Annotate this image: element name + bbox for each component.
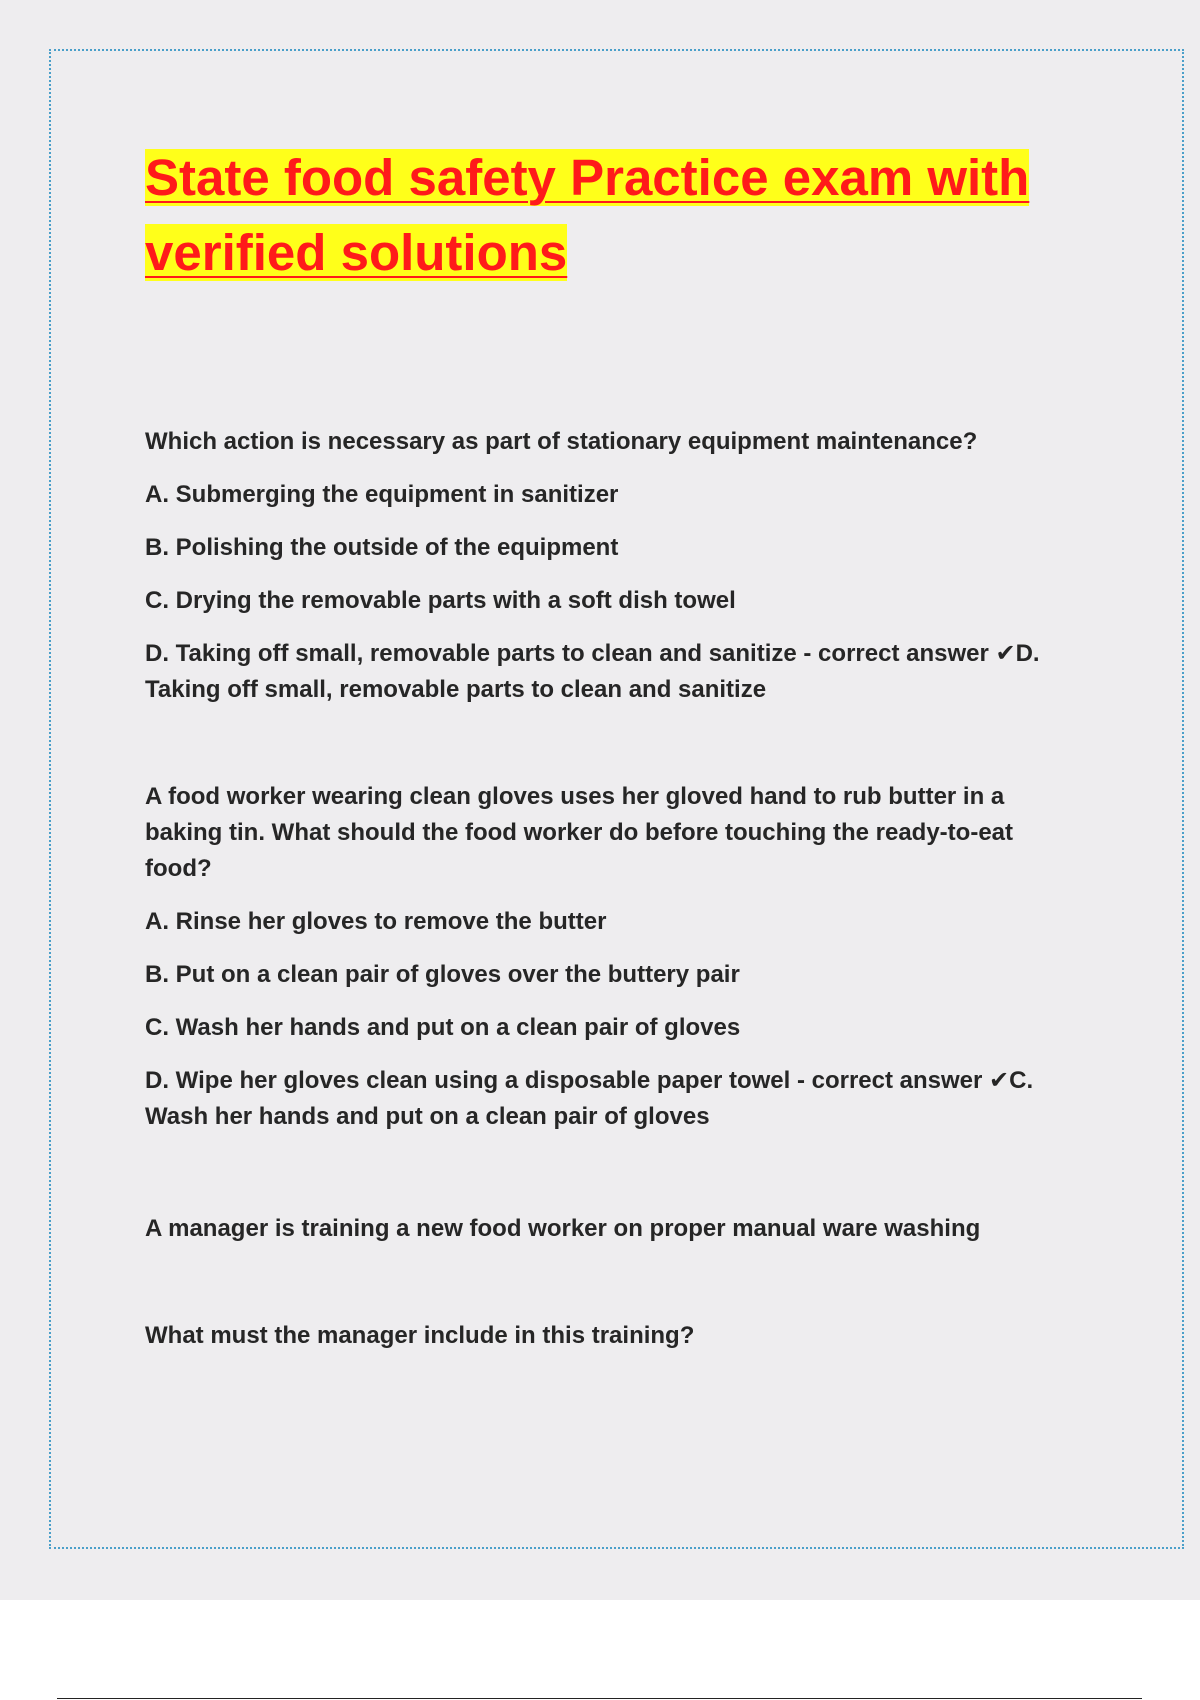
footer-divider bbox=[57, 1698, 1142, 1699]
document-content bbox=[145, 140, 1085, 1349]
answer-option: C. Wash her hands and put on a clean pair of gloves bbox=[145, 1014, 741, 1041]
question-block-4 bbox=[145, 1318, 1085, 1354]
question-block-3 bbox=[145, 1211, 1085, 1247]
question-prompt: A food worker wearing clean gloves uses her gloved hand to rub butter in a baking tin. What should the food worker do before touching the ready-to-eat food? bbox=[145, 783, 1014, 882]
answer-option: A. Submerging the equipment in sanitizer bbox=[145, 481, 619, 508]
answer-option: C. Drying the removable parts with a soft dish towel bbox=[145, 587, 736, 614]
question-block-2 bbox=[145, 779, 1085, 1135]
answer-option-with-correct-answer: D. Wipe her gloves clean using a disposable paper towel - correct answer ✔C. Wash her hands and put on a clean pair of gloves bbox=[145, 1067, 1034, 1130]
document-title bbox=[145, 140, 1085, 290]
answer-option: B. Put on a clean pair of gloves over the buttery pair bbox=[145, 961, 740, 988]
question-prompt: A manager is training a new food worker on proper manual ware washing bbox=[145, 1215, 981, 1242]
answer-option: A. Rinse her gloves to remove the butter bbox=[145, 908, 607, 935]
question-prompt: Which action is necessary as part of stationary equipment maintenance? bbox=[145, 428, 978, 455]
title-text: State food safety Practice exam with verified solutions bbox=[145, 149, 1030, 281]
question-prompt: What must the manager include in this training? bbox=[145, 1322, 695, 1349]
answer-option-with-correct-answer: D. Taking off small, removable parts to clean and sanitize - correct answer ✔D. Taking off small, removable parts to clean and sanitize bbox=[145, 640, 1040, 703]
answer-option: B. Polishing the outside of the equipment bbox=[145, 534, 619, 561]
question-block-1 bbox=[145, 424, 1085, 708]
